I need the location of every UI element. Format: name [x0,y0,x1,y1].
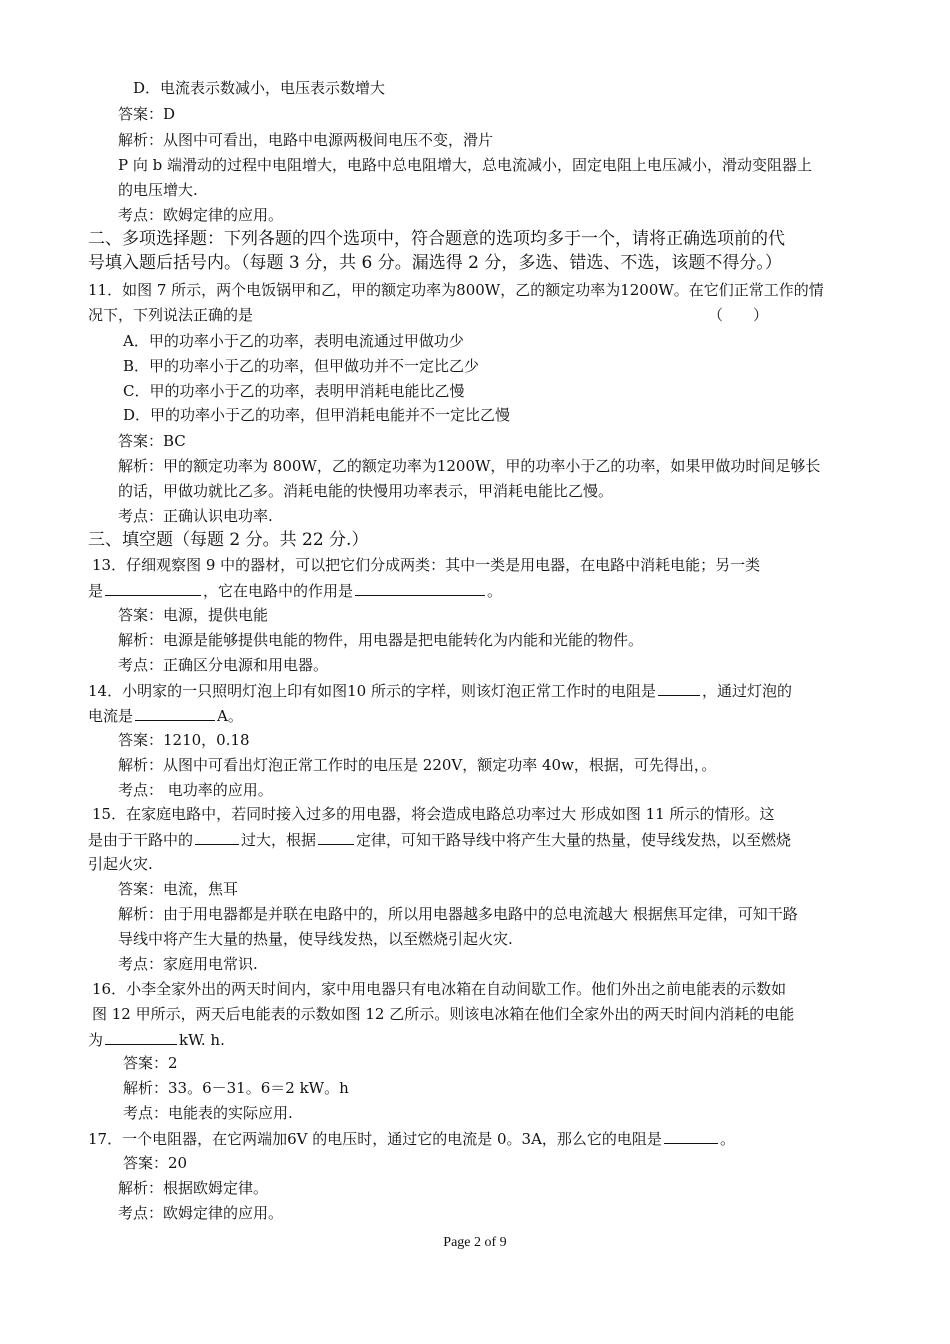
q13-analysis: 解析：电源是能够提供电能的物件，用电器是把电能转化为内能和光能的物件。 [118,631,644,649]
q13-blank-1[interactable] [105,580,201,596]
q10-option-d: D．电流表示数减小，电压表示数增大 [133,79,386,97]
q13-point: 考点：正确区分电源和用电器。 [118,656,329,674]
q17-stem-1a: 17．一个电阻器，在它两端加6V 的电压时，通过它的电流是 0。3A，那么它的电阻是 [88,1130,662,1148]
section2-heading-2: 号填入题后括号内。（每题 3 分，共 6 分。漏选得 2 分，多选、错选、不选，该题不得分。） [88,253,782,273]
q13-answer: 答案：电源，提供电能 [118,606,269,624]
page-footer: Page 2 of 9 [443,1235,507,1250]
q10-point: 考点：欧姆定律的应用。 [118,206,284,224]
q17-answer: 答案：20 [123,1154,188,1172]
q10-analysis-2: P 向 b 端滑动的过程中电阻增大，电路中总电阻增大，总电流减小，固定电阻上电压减小，滑动变阻器上 [118,156,813,174]
q15-point: 考点：家庭用电常识. [118,955,258,973]
q11-point: 考点：正确认识电功率. [118,507,273,525]
q16-point: 考点：电能表的实际应用. [123,1104,293,1122]
section3-heading: 三、填空题（每题 2 分。共 22 分.） [88,530,369,550]
q11-option-c: C．甲的功率小于乙的功率，表明甲消耗电能比乙慢 [123,382,465,400]
q13-stem-1: 13．仔细观察图 9 中的器材，可以把它们分成两类：其中一类是用电器，在电路中消耗电能；另一类 [92,556,761,574]
q16-stem-2: 图 12 甲所示，两天后电能表的示数如图 12 乙所示。则该电冰箱在他们全家外出的两天时间内消耗的电能 [92,1005,795,1023]
q15-stem-3: 引起火灾. [88,855,153,873]
q15-analysis-1: 解析：由于用电器都是并联在电路中的，所以用电器越多电路中的总电流越大 根据焦耳定律，可知干路 [118,905,798,923]
q16-stem-1: 16．小李全家外出的两天时间内，家中用电器只有电冰箱在自动间歇工作。他们外出之前电能表的示数如 [92,980,787,998]
q13-stem-2 [88,580,502,601]
q14-answer: 答案：1210，0.18 [118,731,250,749]
q11-option-b: B．甲的功率小于乙的功率，但甲做功并不一定比乙少 [123,357,480,375]
q11-stem-2: 况下，下列说法正确的是 [88,306,254,324]
q16-analysis: 解析：33。6－31。6＝2 kW。h [123,1079,349,1097]
q10-analysis-3: 的电压增大. [118,181,198,199]
q14-blank-2[interactable] [135,705,215,721]
q14-stem-1a: 14．小明家的一只照明灯泡上印有如图10 所示的字样，则该灯泡正常工作时的电阻是 [88,682,656,700]
q17-blank[interactable] [664,1128,718,1144]
q11-analysis-1: 解析：甲的额定功率为 800W，乙的额定功率为1200W，甲的功率小于乙的功率，如果甲做功时间足够长 [118,457,821,475]
q14-stem-1 [88,680,792,701]
q14-stem-2b: A。 [217,707,243,725]
q14-stem-2 [88,705,243,726]
q17-point: 考点：欧姆定律的应用。 [118,1204,284,1222]
q15-analysis-2: 导线中将产生大量的热量，使导线发热，以至燃烧引起火灾. [118,930,513,948]
q14-stem-2a: 电流是 [88,707,134,725]
q13-stem-2b: ，它在电路中的作用是 [203,582,354,600]
q13-stem-2a: 是 [88,582,104,600]
q14-stem-1b: ，通过灯泡的 [701,682,792,700]
q10-analysis-1: 解析：从图中可看出，电路中电源两极间电压不变，滑片 [118,131,494,149]
q15-stem-2b: 过大，根据 [241,831,317,849]
q17-stem-1b: 。 [719,1130,735,1148]
q15-answer: 答案：电流，焦耳 [118,880,239,898]
q17-analysis: 解析：根据欧姆定律。 [118,1179,269,1197]
q10-answer: 答案：D [118,105,176,123]
q16-stem-3b: kW. h. [179,1031,225,1049]
q11-answer-bracket: （ ） [708,306,769,324]
q13-stem-2c: 。 [487,582,503,600]
q16-stem-3a: 为 [88,1031,104,1049]
q11-stem-1: 11．如图 7 所示，两个电饭锅甲和乙，甲的额定功率为800W，乙的额定功率为1200W。在它们正常工作的情 [88,281,824,299]
q14-blank-1[interactable] [658,680,700,696]
q11-answer: 答案：BC [118,432,186,450]
q16-answer: 答案：2 [123,1054,178,1072]
q15-stem-2 [88,829,791,850]
q13-blank-2[interactable] [355,580,485,596]
q11-analysis-2: 的话，甲做功就比乙多。消耗电能的快慢用功率表示，甲消耗电能比乙慢。 [118,482,614,500]
q15-blank-2[interactable] [318,829,354,845]
q15-stem-2c: 定律，可知干路导线中将产生大量的热量，使导线发热，以至燃烧 [356,831,792,849]
q11-option-d: D．甲的功率小于乙的功率，但甲消耗电能并不一定比乙慢 [123,406,511,424]
q17-stem-1 [88,1128,735,1149]
q14-point: 考点： 电功率的应用。 [118,781,273,799]
q15-stem-1: 15．在家庭电路中，若同时接入过多的用电器，将会造成电路总功率过大 形成如图 11 所示的情形。这 [92,805,775,823]
q16-blank[interactable] [105,1029,177,1045]
section2-heading-1: 二、多项选择题：下列各题的四个选项中，符合题意的选项均多于一个，请将正确选项前的代 [88,229,785,249]
q15-stem-2a: 是由于干路中的 [88,831,194,849]
q16-stem-3 [88,1029,225,1050]
q11-option-a: A．甲的功率小于乙的功率，表明电流通过甲做功少 [123,332,464,350]
q14-analysis: 解析：从图中可看出灯泡正常工作时的电压是 220V，额定功率 40w，根据，可先得出，。 [118,756,717,774]
q15-blank-1[interactable] [195,829,239,845]
